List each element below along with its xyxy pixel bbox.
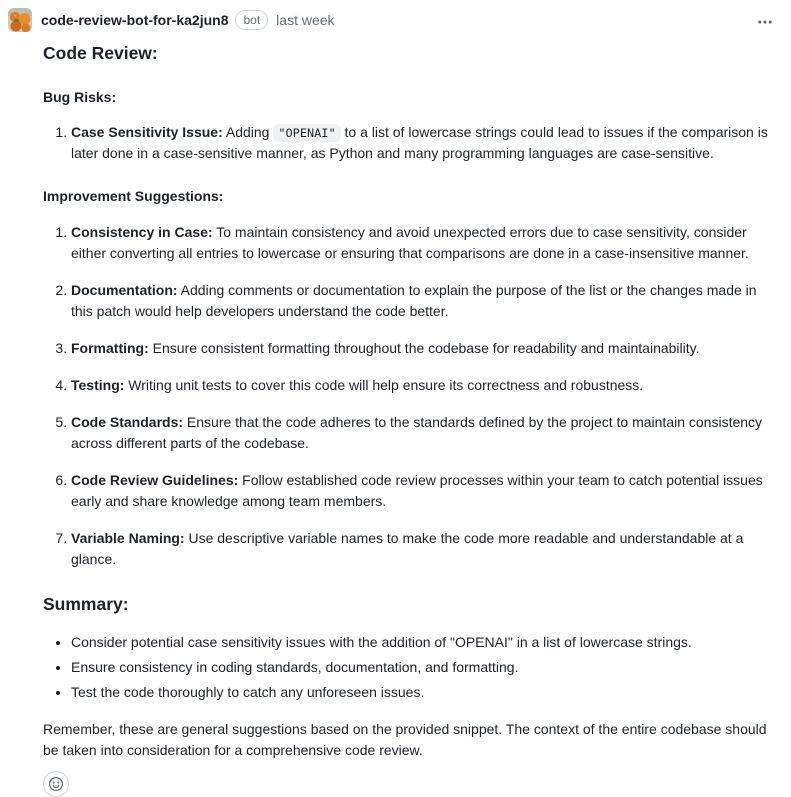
inline-code: "OPENAI" [273,124,340,142]
avatar-image [8,8,32,32]
kebab-menu-icon [757,14,773,30]
bot-badge: bot [235,10,268,30]
kebab-menu-button[interactable] [755,12,775,32]
list-item [71,412,775,454]
list-item-text: Adding [222,124,274,141]
improvements-heading: Improvement Suggestions: [43,188,224,205]
summary-list [43,632,775,703]
list-item-label: Formatting: [71,339,149,356]
list-item [71,338,775,359]
bug-risks-list [43,122,775,164]
comment-author[interactable]: code-review-bot-for-ka2jun8 [41,12,229,28]
list-item [71,222,775,264]
improvements-list [43,222,775,570]
footer-note: Remember, these are general suggestions based on the provided snippet. The context of the entire codebase should be taken into consideration for a comprehensive code review. [43,720,767,758]
bug-risks-heading: Bug Risks: [43,88,117,105]
list-item [71,122,775,164]
list-item-label: Variable Naming: [71,529,185,546]
list-item-text: Use descriptive variable names to make the code more readable and understandable at a glance. [71,529,744,567]
list-item-label: Code Review Guidelines: [71,471,239,488]
list-item-text: Ensure that the code adheres to the standards defined by the project to maintain consistency across different parts of the codebase. [71,413,763,451]
list-item-text: Follow established code review processes within your team to catch potential issues early and share knowledge among team members. [71,471,763,509]
list-item: • Consider potential case sensitivity issues with the addition of "OPENAI" in a list of lowercase strings. [71,632,775,653]
list-item [71,280,775,322]
list-item-text: Writing unit tests to cover this code will help ensure its correctness and robustness. [124,376,644,393]
list-item [71,375,775,396]
list-item-label: Case Sensitivity Issue: [71,124,223,141]
list-item-label: Documentation: [71,281,178,298]
list-item: • Ensure consistency in coding standards, documentation, and formatting. [71,657,775,678]
list-item-text: Adding comments or documentation to explain the purpose of the list or the changes made in this patch would help developers understand the code better. [71,281,757,319]
comment-timestamp[interactable]: last week [276,12,335,28]
summary-heading: Summary: [43,593,129,614]
comment-header [0,0,791,32]
list-item-label: Consistency in Case: [71,223,213,240]
list-item-text: to a list of lowercase strings could lead to issues if the comparison is later done in a case-sensitive manner, as Python and many programming languages are case-sensitive. [71,124,768,162]
list-item: • Test the code thoroughly to catch any unforeseen issues. [71,682,775,703]
comment-body [43,32,775,797]
avatar[interactable] [8,8,32,32]
list-item-text: Ensure consistent formatting throughout the codebase for readability and maintainability. [148,339,700,356]
list-item [71,470,775,512]
list-item-text: To maintain consistency and avoid unexpected errors due to case sensitivity, consider either converting all entries to lowercase or ensuring that comparisons are done in a case-insensitive manner. [71,223,749,261]
comment-title: Code Review: [43,43,158,63]
list-item-label: Code Standards: [71,413,184,430]
list-item-label: Testing: [71,376,125,393]
list-item [71,528,775,570]
